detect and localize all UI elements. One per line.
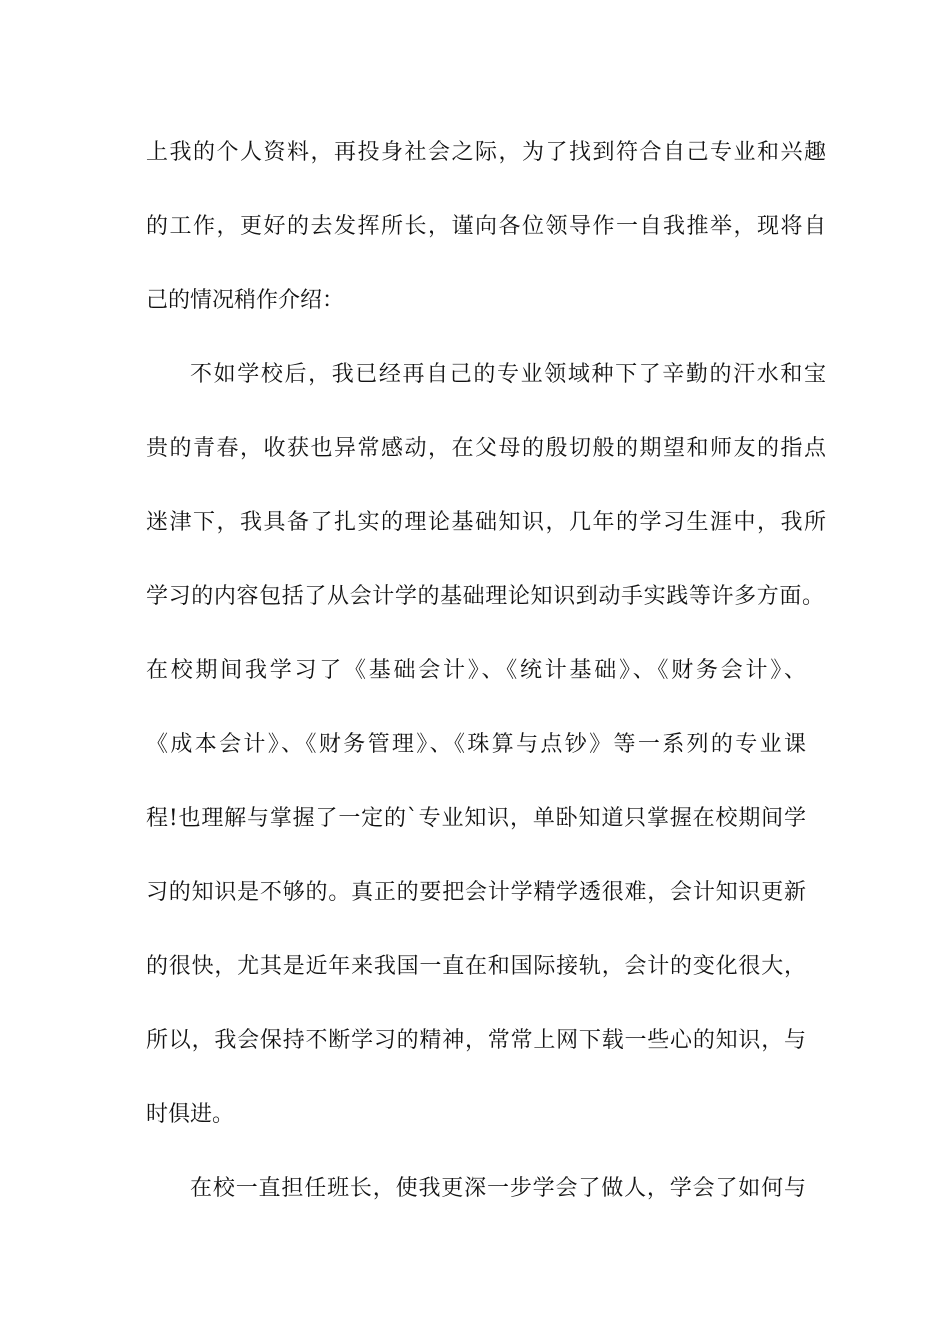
text-line-3: 己的情况稍作介绍： [146,288,345,313]
text-line-6: 迷津下，我具备了扎实的理论基础知识，几年的学习生涯中，我所 [146,510,826,535]
text-line-13: 所以，我会保持不断学习的精神，常常上网下载一些心的知识，与 [146,1028,806,1053]
text-line-12: 的很快，尤其是近年来我国一直在和国际接轨，会计的变化很大， [146,954,806,979]
text-line-1: 上我的个人资料，再投身社会之际，为了找到符合自己专业和兴趣 [146,140,826,165]
text-line-11: 习的知识是不够的。真正的要把会计学精学透很难，会计知识更新 [146,880,806,905]
text-line-15: 在校一直担任班长，使我更深一步学会了做人，学会了如何与 [190,1176,806,1201]
text-line-14: 时俱进。 [146,1102,235,1127]
text-line-5: 贵的青春，收获也异常感动，在父母的殷切般的期望和师友的指点 [146,436,826,461]
text-line-9: 《成本会计》、《财务管理》、《珠算与点钞》等一系列的专业课 [146,732,806,757]
text-line-4: 不如学校后，我已经再自己的专业领域种下了辛勤的汗水和宝 [190,362,826,387]
text-line-2: 的工作，更好的去发挥所长，谨向各位领导作一自我推举，现将自 [146,214,826,239]
text-line-8: 在校期间我学习了《基础会计》、《统计基础》、《财务会计》、 [146,658,806,683]
text-line-7: 学习的内容包括了从会计学的基础理论知识到动手实践等许多方面。 [146,584,824,609]
text-line-10: 程!也理解与掌握了一定的`专业知识，单卧知道只掌握在校期间学 [146,806,806,831]
